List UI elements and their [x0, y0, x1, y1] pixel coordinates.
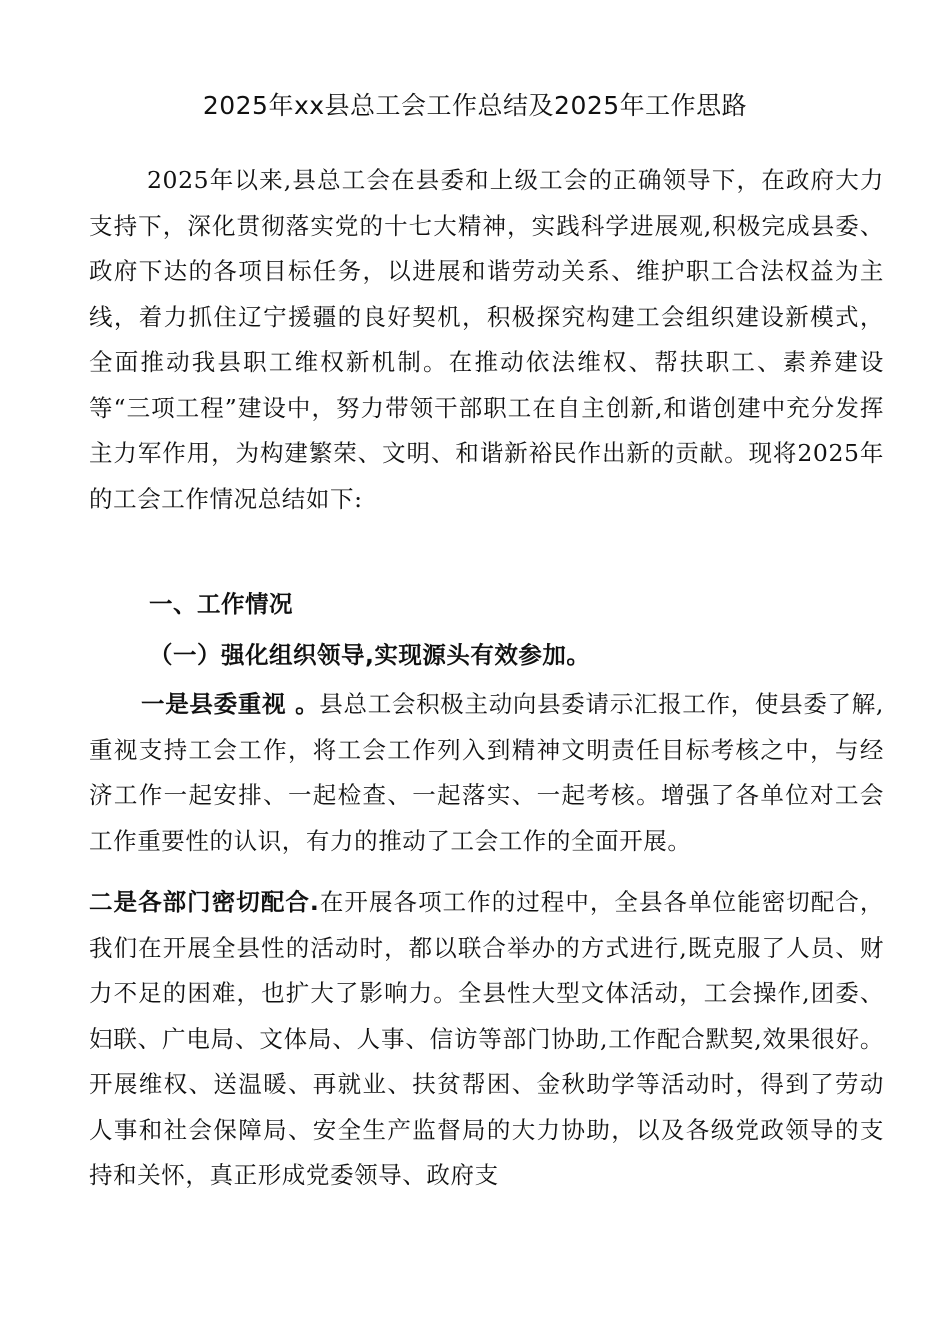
- subsection-heading: （一）强化组织领导,实现源头有效参加。: [149, 641, 591, 669]
- point-one-lead: 一是县委重视 。: [141, 690, 320, 718]
- point-one-paragraph: [89, 682, 884, 864]
- document-title: 2025年xx县总工会工作总结及2025年工作思路: [202, 91, 748, 120]
- point-one-text: 县总工会积极主动向县委请示汇报工作，使县委了解,重视支持工会工作，将工会工作列入到精神文明责任目标考核之中，与经济工作一起安排、一起检查、一起落实、一起考核。增强了各单位对工会工作重要性的认识，有力的推动了工会工作的全面开展。: [89, 690, 884, 855]
- point-two-text: 在开展各项工作的过程中，全县各单位能密切配合，我们在开展全县性的活动时，都以联合举办的方式进行,既克服了人员、财力不足的困难，也扩大了影响力。全县性大型文体活动，工会操作,团委、妇联、广电局、文体局、人事、信访等部门协助,工作配合默契,效果很好。开展维权、送温暖、再就业、扶贫帮困、金秋助学等活动时，得到了劳动人事和社会保障局、安全生产监督局的大力协助，以及各级党政领导的支持和关怀，真正形成党委领导、政府支: [89, 888, 884, 1189]
- point-two-paragraph: [89, 880, 884, 1199]
- section-heading: 一、工作情况: [149, 590, 293, 618]
- point-two-lead: 二是各部门密切配合.: [89, 888, 320, 916]
- intro-paragraph: 2025年以来,县总工会在县委和上级工会的正确领导下，在政府大力支持下，深化贯彻落实党的十七大精神，实践科学进展观,积极完成县委、政府下达的各项目标任务，以进展和谐劳动关系、维护职工合法权益为主线，着力抓住辽宁援疆的良好契机，积极探究构建工会组织建设新模式，全面推动我县职工维权新机制。在推动依法维权、帮扶职工、素养建设等“三项工程”建设中，努力带领干部职工在自主创新,和谐创建中充分发挥主力军作用，为构建繁荣、文明、和谐新裕民作出新的贡献。现将2025年的工会工作情况总结如下:: [89, 166, 884, 513]
